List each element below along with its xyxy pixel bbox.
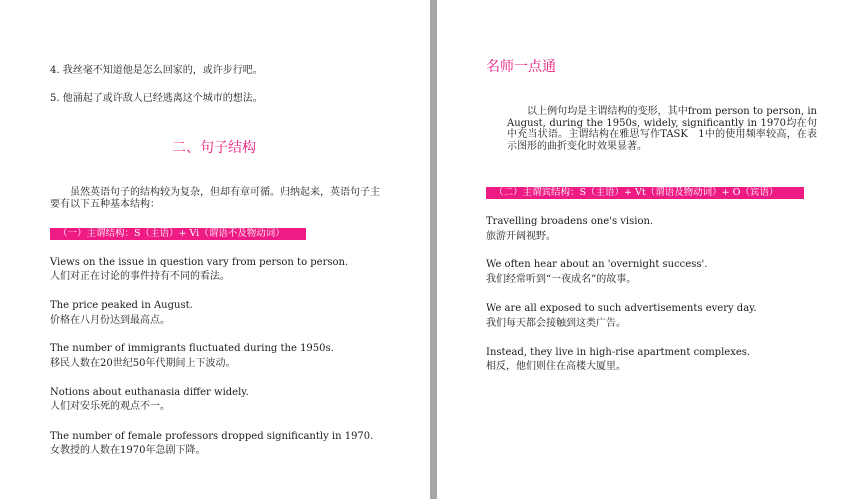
page-gutter bbox=[430, 0, 437, 499]
example-en-6: Travelling broadens one's vision. bbox=[486, 216, 654, 227]
left-page bbox=[0, 0, 430, 499]
example-en-8: We are all exposed to such advertisements every day. bbox=[486, 303, 757, 314]
list-item-4: 4. 我丝毫不知道他是怎么回家的，或许步行吧。 bbox=[50, 65, 263, 76]
example-zh-7: 我们经常听到“一夜成名”的故事。 bbox=[486, 274, 637, 285]
right-page bbox=[437, 0, 868, 499]
structure-bar-2: （二）主谓宾结构：S（主语）+ Vt（谓语及物动词）+ O（宾语） bbox=[486, 187, 804, 199]
example-zh-4: 人们对安乐死的观点不一。 bbox=[50, 401, 170, 412]
list-item-5: 5. 他涌起了或许敌人已经逃离这个城市的想法。 bbox=[50, 93, 263, 104]
example-zh-1: 人们对正在讨论的事件持有不同的看法。 bbox=[50, 271, 230, 282]
tip-title: 名师一点通 bbox=[486, 59, 556, 75]
structure-bar-1: （一）主谓结构：S（主语）+ Vi（谓语不及物动词） bbox=[50, 228, 306, 240]
example-zh-9: 相反，他们则住在高楼大厦里。 bbox=[486, 361, 626, 372]
example-en-4: Notions about euthanasia differ widely. bbox=[50, 387, 249, 398]
example-zh-3: 移民人数在20世纪50年代期间上下波动。 bbox=[50, 358, 236, 369]
intro-paragraph: 虽然英语句子的结构较为复杂，但却有章可循。归纳起来，英语句子主要有以下五种基本结构： bbox=[50, 187, 380, 210]
example-en-5: The number of female professors dropped significantly in 1970. bbox=[50, 431, 374, 442]
tip-paragraph-text: 以上例句均是主谓结构的变形，其中from person to person, in August, during the 1950s, widely, significantly in 1970均在句中充当状语。主谓结构在雅思写作TASK 1中的使用频率较高，在表示图形的曲折变化时效果显著。 bbox=[507, 106, 817, 152]
example-zh-2: 价格在八月份达到最高点。 bbox=[50, 315, 170, 326]
example-zh-6: 旅游开阔视野。 bbox=[486, 231, 556, 242]
example-en-3: The number of immigrants fluctuated during the 1950s. bbox=[50, 343, 334, 354]
example-en-7: We often hear about an 'overnight success'. bbox=[486, 259, 708, 270]
example-en-1: Views on the issue in question vary from person to person. bbox=[50, 257, 349, 268]
example-en-9: Instead, they live in high-rise apartment complexes. bbox=[486, 347, 751, 358]
example-zh-5: 女教授的人数在1970年急剧下降。 bbox=[50, 445, 206, 456]
example-en-2: The price peaked in August. bbox=[50, 300, 193, 311]
tip-paragraph bbox=[507, 106, 817, 152]
section-title: 二、句子结构 bbox=[172, 140, 256, 156]
example-zh-8: 我们每天都会接触到这类广告。 bbox=[486, 318, 626, 329]
